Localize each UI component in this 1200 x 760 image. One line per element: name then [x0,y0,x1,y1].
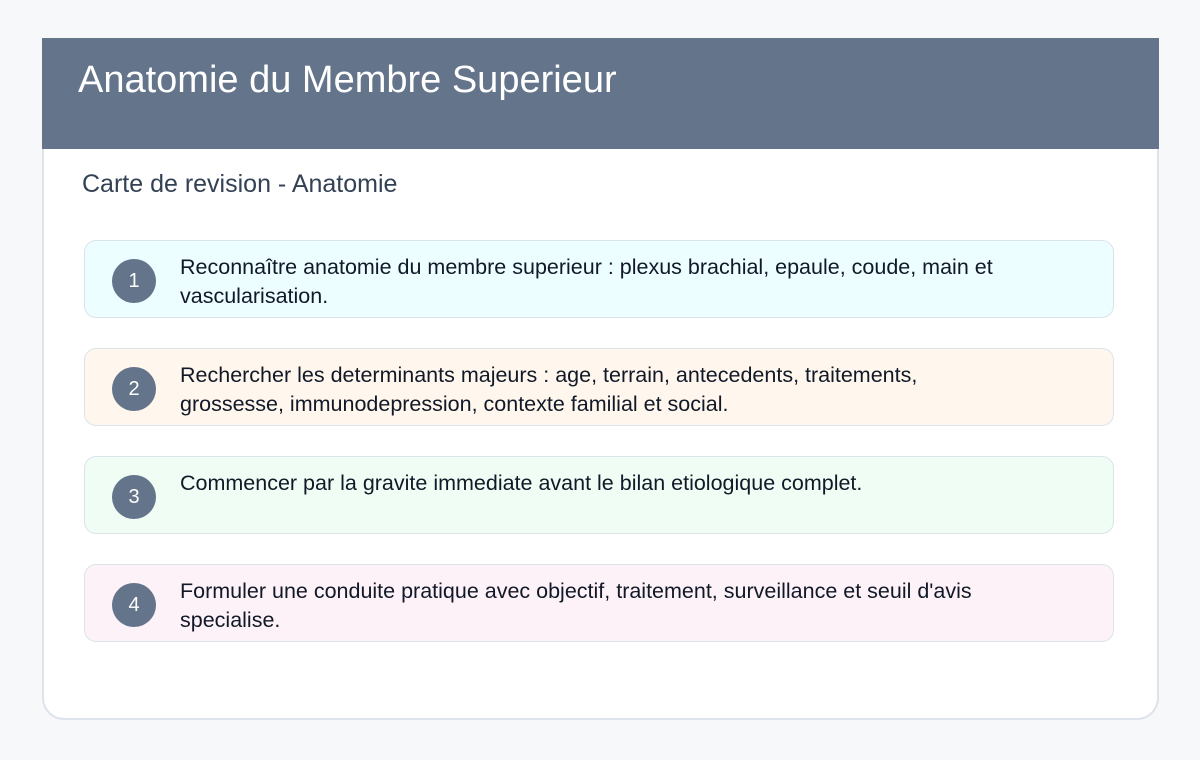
card-subtitle: Carte de revision - Anatomie [82,170,398,198]
card-header [42,38,1159,149]
list-item [84,348,1114,426]
page-title: Anatomie du Membre Superieur [78,59,617,101]
list-item [84,456,1114,534]
number-badge: 3 [112,475,156,519]
list-item [84,564,1114,642]
item-text: Formuler une conduite pratique avec objectif, traitement, surveillance et seuil d'avis specialise. [180,579,972,632]
item-text: Commencer par la gravite immediate avant le bilan etiologique complet. [180,471,863,495]
number-badge: 1 [112,259,156,303]
number-badge: 4 [112,583,156,627]
item-text: Reconnaître anatomie du membre superieur : plexus brachial, epaule, coude, main et vascularisation. [180,255,993,308]
list-item [84,240,1114,318]
number-badge: 2 [112,367,156,411]
item-text: Rechercher les determinants majeurs : age, terrain, antecedents, traitements, grossesse, immunodepression, contexte familial et social. [180,363,918,416]
